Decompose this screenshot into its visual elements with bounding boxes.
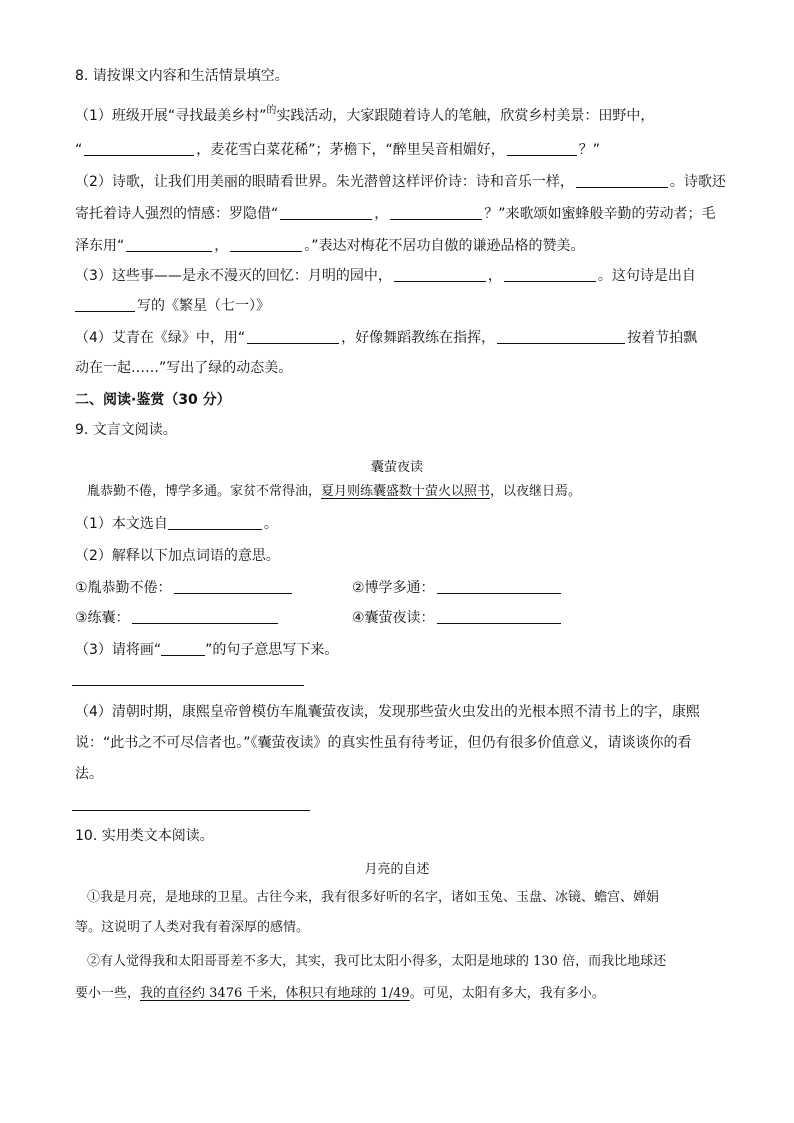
q10-passage-title: 月亮的自述	[364, 862, 430, 877]
q8-item4-text-c: 按着节拍飘	[627, 330, 698, 346]
q9-sub3-text-a: （3）请将画“	[75, 642, 162, 658]
q9-sub3	[75, 640, 338, 660]
q9-word1	[75, 578, 294, 598]
q8-item1-superscript: 的	[266, 105, 277, 116]
q9-sub4-line3: 法。	[75, 766, 103, 782]
q8-item1-line2	[75, 140, 600, 160]
q8-item1-text-d: ，麦花雪白菜花稀”；茅檐下，“醉里吴音相媚好，	[196, 142, 505, 158]
q8-item3-line2	[75, 296, 270, 316]
q8-item3-line1	[75, 266, 696, 286]
q9-word3	[75, 608, 280, 628]
answer-blank[interactable]	[437, 609, 561, 624]
q8-item4-text-a: （4）艾青在《绿》中，用“	[75, 330, 246, 346]
q10-stem: 10. 实用类文本阅读。	[75, 828, 214, 844]
q9-sub3-text-b: ”的句子意思写下来。	[205, 642, 339, 658]
q9-sub1-text: （1）本文选自	[75, 516, 168, 532]
q9-word2-label: ②博学多通：	[352, 580, 435, 596]
answer-blank[interactable]	[168, 515, 262, 530]
q8-stem: 8. 请按课文内容和生活情景填空。	[75, 68, 289, 84]
q9-stem: 9. 文言文阅读。	[75, 422, 177, 438]
q8-item3-text-c: 。这句诗是出自	[597, 268, 696, 284]
q8-item3-text-d: 写的《繁星（七一）》	[137, 298, 270, 314]
q9-word2	[352, 578, 563, 598]
q10-para2-line1: ②有人觉得我和太阳哥哥差不多大，其实，我可比太阳小得多，太阳是地球的 130 倍，而我比地球还	[87, 954, 667, 969]
q8-item4-line1	[75, 328, 697, 348]
answer-blank[interactable]	[174, 579, 292, 594]
q8-item4-line2: 动在一起……”写出了绿的动态美。	[75, 360, 293, 376]
q8-item1-text-e: ？”	[578, 142, 601, 158]
q9-word4	[352, 608, 563, 628]
q9-passage-underlined: 夏月则练囊盛数十萤火以照书	[321, 484, 491, 499]
q8-item2-line3	[75, 236, 585, 256]
q8-item4-text-b: ，好像舞蹈教练在指挥，	[341, 330, 496, 346]
q8-item2-line1	[75, 172, 726, 192]
q8-item1-line1	[75, 106, 654, 128]
q10-para2-text-pre: 要小一些，	[75, 986, 141, 1001]
answer-blank[interactable]	[394, 267, 486, 282]
q8-item1-text-a: （1）班级开展“寻找最美乡村”	[75, 108, 267, 124]
q8-item2-text-b: 。诗歌还	[669, 174, 726, 190]
q8-item1-text-c: “	[75, 142, 83, 158]
q10-para2-text-post: 。可见，太阳有多大，我有多小。	[409, 986, 605, 1001]
q8-item3-text-a: （3）这些事——是永不漫灭的回忆：月明的园中，	[75, 268, 392, 284]
answer-blank[interactable]	[390, 205, 482, 220]
section-heading: 二、阅读·鉴赏（30 分）	[75, 392, 231, 408]
q8-item3-text-b: ，	[487, 268, 502, 284]
q8-item2-text-f: 泽东用“	[75, 238, 125, 254]
answer-line[interactable]	[72, 810, 310, 811]
q9-word3-label: ③练囊：	[75, 610, 130, 626]
q9-word1-label: ①胤恭勤不倦：	[75, 580, 172, 596]
answer-blank[interactable]	[126, 237, 212, 252]
q9-passage-text-b: ，以夜继日焉。	[490, 484, 582, 499]
q9-sub4-line2: 说：“此书之不可尽信者也。”《囊萤夜读》的真实性虽有待考证，但仍有很多价值意义，请谈谈你的看	[75, 735, 692, 751]
answer-blank[interactable]	[132, 609, 278, 624]
q9-sub2: （2）解释以下加点词语的意思。	[75, 548, 280, 564]
q10-para2-underlined: 我的直径约 3476 千米，体积只有地球的 1/49	[140, 986, 410, 1001]
answer-blank[interactable]	[437, 579, 561, 594]
q9-sub1	[75, 514, 278, 534]
answer-line[interactable]	[72, 685, 304, 686]
q10-para1-line2: 等。这说明了人类对我有着深厚的感情。	[75, 920, 310, 935]
q8-item2-line2	[75, 204, 716, 224]
answer-blank[interactable]	[504, 267, 596, 282]
answer-blank[interactable]	[576, 173, 668, 188]
answer-blank[interactable]	[161, 641, 205, 656]
q10-para2-line2	[75, 984, 605, 1004]
answer-blank[interactable]	[507, 141, 577, 156]
q8-item2-text-e: ？”来歌颂如蜜蜂般辛勤的劳动者；毛	[484, 206, 716, 222]
q9-sub4-line1: （4）清朝时期，康熙皇帝曾模仿车胤囊萤夜读，发现那些萤火虫发出的光根本照不清书上的字，康熙	[75, 704, 700, 720]
answer-blank[interactable]	[84, 141, 194, 156]
q9-sub1-end: 。	[263, 516, 278, 532]
q8-item2-text-h: 。”表达对梅花不居功自傲的谦逊品格的赞美。	[304, 238, 585, 254]
q8-item2-text-a: （2）诗歌，让我们用美丽的眼睛看世界。朱光潜曾这样评价诗：诗和音乐一样，	[75, 174, 574, 190]
answer-blank[interactable]	[280, 205, 372, 220]
q9-passage-title: 囊萤夜读	[370, 460, 423, 475]
q9-word4-label: ④囊萤夜读：	[352, 610, 435, 626]
q8-item2-text-d: ，	[374, 206, 389, 222]
q9-passage	[87, 482, 581, 502]
answer-blank[interactable]	[247, 329, 339, 344]
q8-item2-text-g: ，	[214, 238, 229, 254]
answer-blank[interactable]	[497, 329, 625, 344]
answer-blank[interactable]	[75, 297, 135, 312]
answer-blank[interactable]	[230, 237, 302, 252]
q10-para1-line1: ①我是月亮，是地球的卫星。古往今来，我有很多好听的名字，诸如玉兔、玉盘、冰镜、蟾宫、婵娟	[87, 890, 660, 905]
q8-item2-text-c: 寄托着诗人强烈的情感：罗隐借“	[75, 206, 279, 222]
q8-item1-text-b: 实践活动，大家跟随着诗人的笔触，欣赏乡村美景：田野中，	[276, 108, 655, 124]
q9-passage-text-a: 胤恭勤不倦，博学多通。家贫不常得油，	[87, 484, 322, 499]
